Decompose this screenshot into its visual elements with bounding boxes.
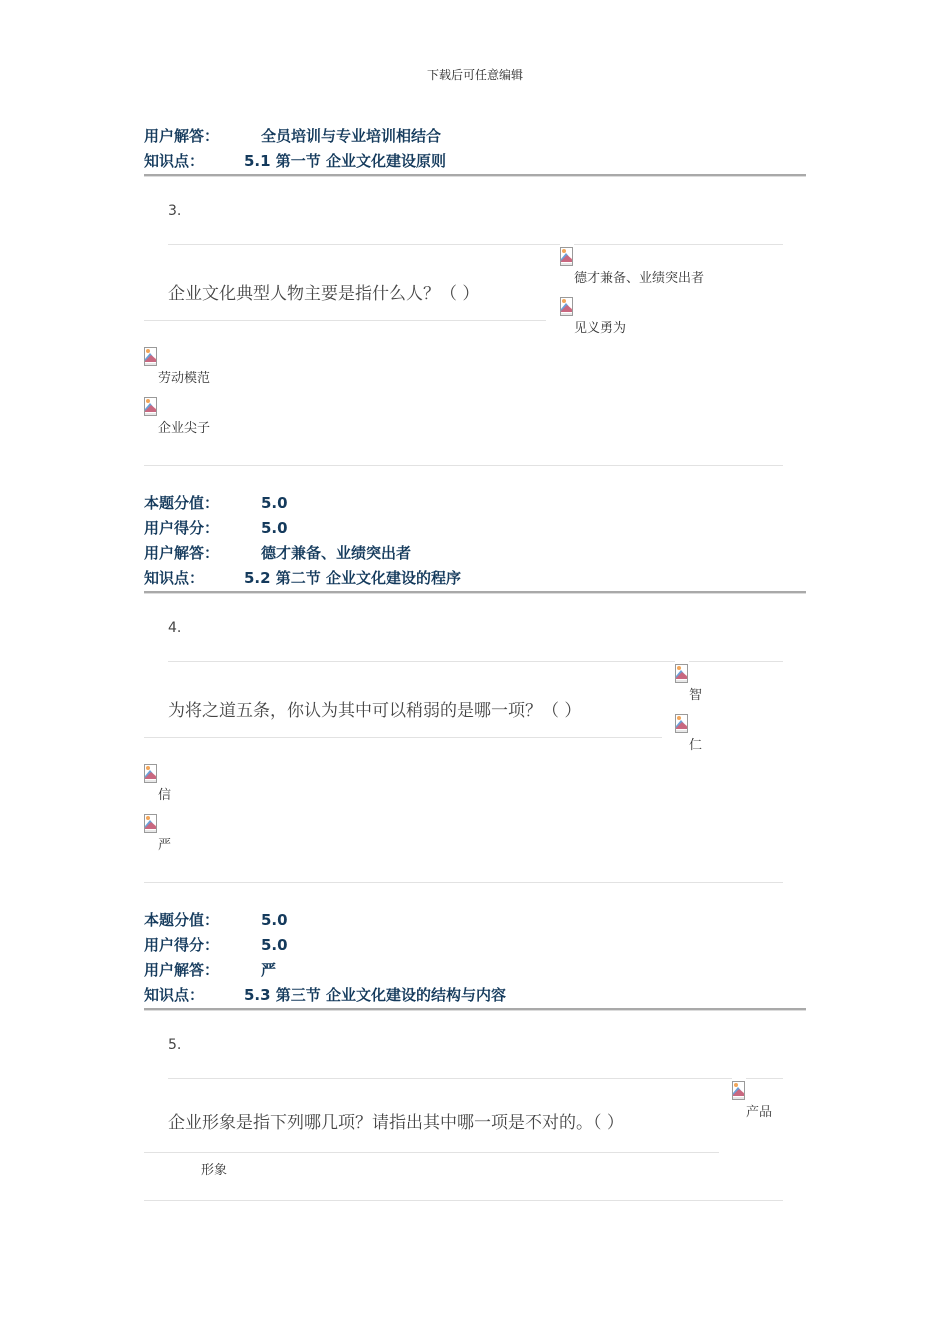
section-divider [144,174,806,176]
score-value-label: 本题分值： [144,494,220,512]
question-rule [144,882,783,883]
question-number: 5. [168,1037,182,1053]
question-rule [746,1078,783,1079]
broken-image-icon [144,397,157,416]
user-answer-label: 用户解答： [144,127,220,145]
answer-option[interactable] [201,1159,227,1178]
user-answer-label: 用户解答： [144,961,220,979]
user-score-label: 用户得分： [144,519,220,537]
option-label: 见义勇为 [574,321,627,336]
knowledge-point-label: 知识点： [144,569,205,587]
question-rule [689,661,783,662]
option-label: 劳动模范 [158,371,211,386]
knowledge-point-row [144,567,461,589]
question-text: 为将之道五条，你认为其中可以稍弱的是哪一项？（ ） [168,701,582,721]
user-answer-value: 德才兼备、业绩突出者 [261,544,412,562]
page-header-note: 下载后可任意编辑 [426,68,523,82]
section-divider [144,591,806,593]
option-label: 产品 [746,1105,773,1120]
prev-knowledge-point-row [144,150,446,172]
user-score-row [144,517,288,539]
user-answer-value: 严 [261,961,277,979]
question-rule [144,320,546,321]
knowledge-point-value: 5.1 第一节 企业文化建设原则 [244,152,447,170]
question-rule [168,244,560,245]
score-value-row [144,909,288,931]
question-number: 4. [168,620,182,636]
question-number: 3. [168,203,182,219]
prev-user-answer-row [144,125,441,147]
broken-image-icon [560,297,573,316]
question-rule [574,244,783,245]
broken-image-icon [144,347,157,366]
option-label: 严 [158,838,172,853]
broken-image-icon [560,247,573,266]
score-value: 5.0 [261,494,288,512]
knowledge-point-row [144,984,506,1006]
question-rule [144,737,662,738]
knowledge-point-label: 知识点： [144,152,205,170]
user-score-value: 5.0 [261,936,288,954]
option-label: 智 [689,688,703,703]
user-score-value: 5.0 [261,519,288,537]
broken-image-icon [732,1081,745,1100]
user-answer-label: 用户解答： [144,544,220,562]
knowledge-point-value: 5.3 第三节 企业文化建设的结构与内容 [244,986,507,1004]
option-label: 信 [158,788,172,803]
score-value-row [144,492,288,514]
knowledge-point-value: 5.2 第二节 企业文化建设的程序 [244,569,462,587]
question-text: 企业文化典型人物主要是指什么人？（ ） [168,284,480,304]
user-answer-row [144,959,276,981]
user-score-label: 用户得分： [144,936,220,954]
option-label: 形象 [201,1163,228,1178]
question-rule [144,1152,719,1153]
question-rule [144,1200,783,1201]
option-label: 德才兼备、业绩突出者 [574,271,705,286]
broken-image-icon [144,764,157,783]
option-label: 企业尖子 [158,421,211,436]
question-rule [144,465,783,466]
question-text: 企业形象是指下列哪几项？请指出其中哪一项是不对的。（ ） [168,1113,624,1133]
knowledge-point-label: 知识点： [144,986,205,1004]
user-answer-row [144,542,411,564]
option-label: 仁 [689,738,703,753]
score-value-label: 本题分值： [144,911,220,929]
score-value: 5.0 [261,911,288,929]
question-rule [168,661,675,662]
broken-image-icon [675,714,688,733]
user-answer-value: 全员培训与专业培训相结合 [261,127,442,145]
broken-image-icon [675,664,688,683]
question-rule [168,1078,732,1079]
user-score-row [144,934,288,956]
broken-image-icon [144,814,157,833]
section-divider [144,1008,806,1010]
